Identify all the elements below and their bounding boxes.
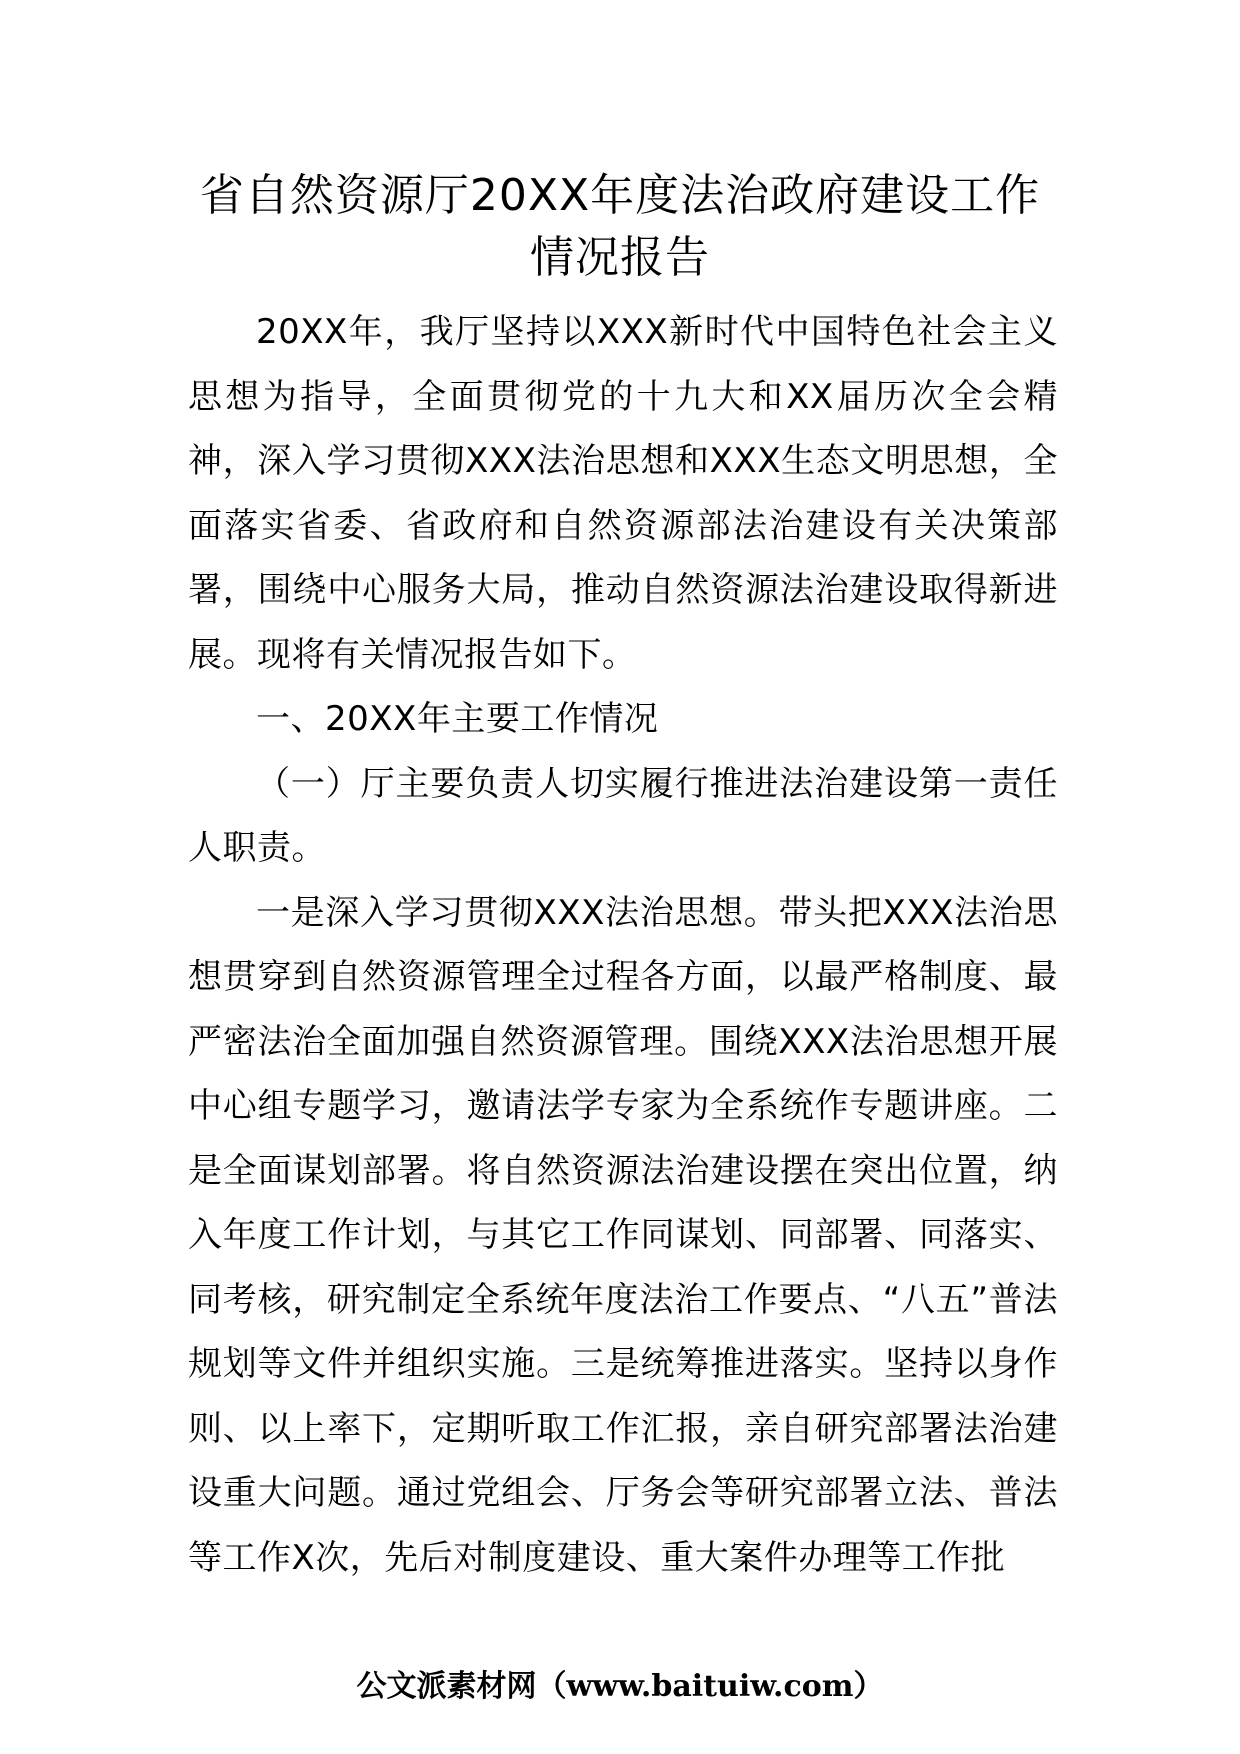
subsection-heading: （一）厅主要负责人切实履行推进法治建设第一责任人职责。 (188, 763, 1058, 868)
title-line-1: 省自然资源厅20XX年度法治政府建设工作 (199, 170, 1041, 221)
document-title (150, 165, 1090, 289)
document-body (188, 300, 1058, 1590)
paragraph-body: 一是深入学习贯彻XXX法治思想。带头把XXX法治思想贯穿到自然资源管理全过程各方面，以最严格制度、最严密法治全面加强自然资源管理。围绕XXX法治思想开展中心组专题学习，邀请法学专家为全系统作专题讲座。二是全面谋划部署。将自然资源法治建设摆在突出位置，纳入年度工作计划，与其它工作同谋划、同部署、同落实、同考核，研究制定全系统年度法治工作要点、“八五”普法规划等文件并组织实施。三是统筹推进落实。坚持以身作则、以上率下，定期听取工作汇报，亲自研究部署法治建设重大问题。通过党组会、厅务会等研究部署立法、普法等工作X次，先后对制度建设、重大案件办理等工作批 (188, 892, 1058, 1578)
paragraph-intro: 20XX年，我厅坚持以XXX新时代中国特色社会主义思想为指导，全面贯彻党的十九大和XX届历次全会精神，深入学习贯彻XXX法治思想和XXX生态文明思想，全面落实省委、省政府和自然资源部法治建设有关决策部署，围绕中心服务大局，推动自然资源法治建设取得新进展。现将有关情况报告如下。 (188, 312, 1058, 675)
footer-watermark: 公文派素材网（www.baituiw.com） (356, 1669, 884, 1704)
section-heading: 一、20XX年主要工作情况 (256, 699, 659, 739)
title-line-2: 情况报告 (530, 232, 710, 283)
